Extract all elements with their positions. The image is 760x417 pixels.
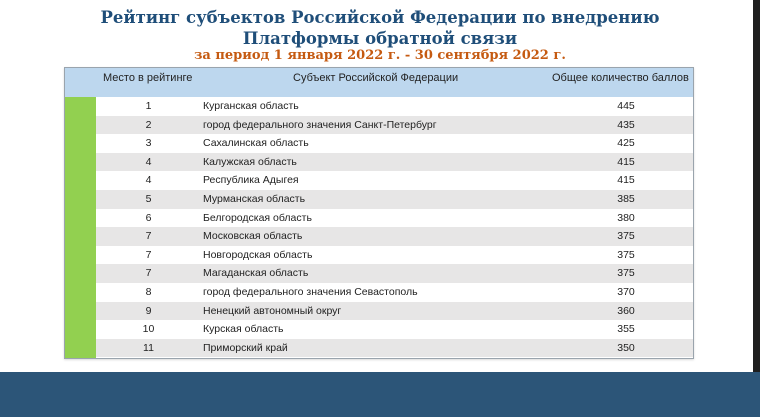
table-row — [96, 190, 693, 209]
table-header — [65, 68, 693, 97]
rank-cell: 7 — [145, 230, 152, 243]
region-cell: Ненецкий автономный округ — [203, 304, 342, 317]
accent-bar — [65, 97, 96, 358]
score-cell: 385 — [617, 192, 635, 205]
table-row — [96, 227, 693, 246]
region-cell: Московская область — [203, 230, 303, 243]
table-body — [96, 97, 693, 357]
region-cell: Курская область — [203, 323, 284, 336]
rank-cell: 6 — [145, 211, 152, 224]
rank-cell: 10 — [142, 323, 155, 336]
rank-cell: 7 — [145, 248, 152, 261]
region-cell: Курганская область — [203, 100, 299, 112]
table-row — [96, 153, 693, 172]
rank-cell: 11 — [143, 341, 154, 354]
region-cell: Приморский край — [203, 341, 288, 354]
score-cell: 375 — [617, 267, 635, 280]
region-cell: Белгородская область — [203, 211, 312, 224]
score-cell: 425 — [617, 137, 635, 150]
table-row — [96, 116, 693, 135]
score-cell: 445 — [617, 100, 635, 112]
region-cell: город федерального значения Севастополь — [203, 285, 418, 298]
region-cell: Новгородская область — [203, 248, 313, 261]
region-cell: Сахалинская область — [203, 137, 309, 150]
rank-cell: 3 — [145, 137, 152, 150]
table-row — [96, 97, 693, 116]
region-cell: Мурманская область — [203, 192, 306, 205]
score-cell: 355 — [617, 323, 635, 336]
score-cell: 415 — [617, 174, 635, 187]
score-cell: 380 — [617, 211, 635, 224]
header-place: Место в рейтинге — [103, 72, 193, 84]
region-cell: город федерального значения Санкт-Петербург — [203, 118, 437, 131]
table-row — [96, 283, 693, 302]
score-cell: 375 — [617, 248, 635, 261]
rank-cell: 5 — [145, 192, 152, 205]
table-row — [96, 209, 693, 228]
header-score: Общее количество баллов — [552, 72, 689, 84]
region-cell: Калужская область — [203, 155, 297, 168]
rank-cell: 9 — [145, 304, 152, 317]
score-cell: 375 — [617, 230, 635, 243]
header-subject: Субъект Российской Федерации — [293, 72, 459, 84]
table-row — [96, 302, 693, 321]
table-row — [96, 171, 693, 190]
table-row — [96, 264, 693, 283]
rank-cell: 8 — [145, 285, 152, 298]
rating-table — [64, 67, 694, 359]
table-row — [96, 339, 693, 358]
rank-cell: 2 — [145, 118, 152, 131]
score-cell: 435 — [617, 118, 635, 131]
table-row — [96, 320, 693, 339]
region-cell: Магаданская область — [203, 267, 309, 280]
table-row — [96, 246, 693, 265]
title-line-1: Рейтинг субъектов Российской Федерации по внедрению — [100, 8, 660, 27]
rank-cell: 1 — [145, 100, 152, 112]
rank-cell: 7 — [145, 267, 152, 280]
score-cell: 415 — [617, 155, 635, 168]
title-line-2: Платформы обратной связи — [242, 29, 518, 48]
table-row — [96, 134, 693, 153]
rank-cell: 4 — [145, 174, 152, 187]
footer-band — [0, 372, 760, 417]
region-cell: Республика Адыгея — [203, 174, 299, 187]
score-cell: 360 — [617, 304, 635, 317]
period-subtitle: за период 1 января 2022 г. - 30 сентября 2022 г. — [194, 48, 566, 63]
rank-cell: 4 — [145, 155, 152, 168]
score-cell: 350 — [617, 341, 635, 354]
score-cell: 370 — [617, 285, 635, 298]
